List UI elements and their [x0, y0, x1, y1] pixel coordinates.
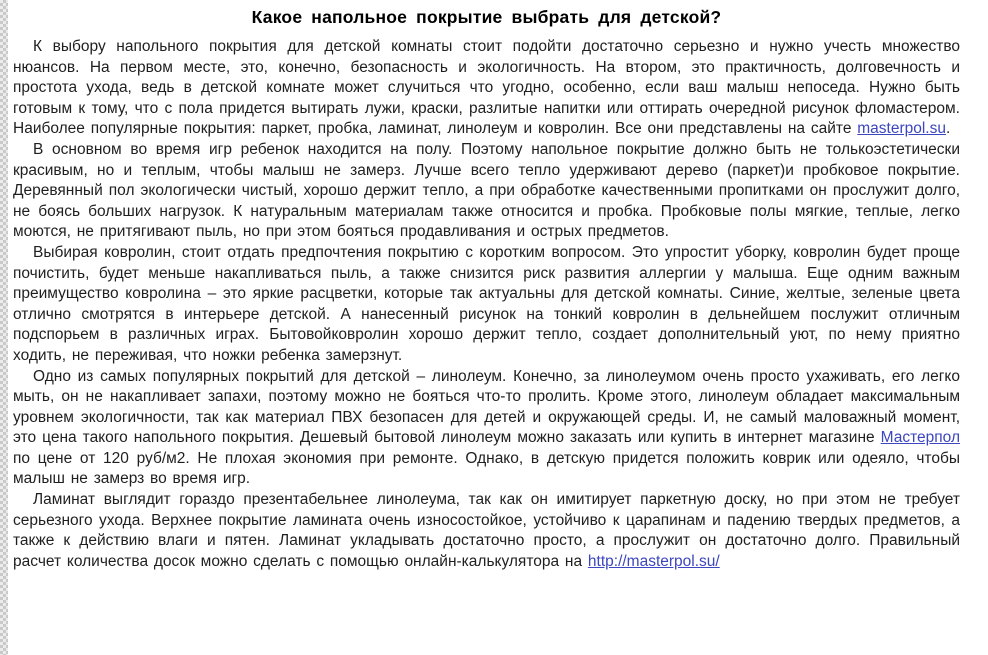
article	[13, 7, 960, 572]
paragraph-intro	[13, 37, 960, 140]
paragraph-text: .	[945, 120, 951, 138]
article-title: Какое напольное покрытие выбрать для детской?	[251, 7, 722, 27]
paragraph-text: Выбирая ковролин, стоит отдать предпочтения покрытию с коротким вопросом. Это упростит уборку, ковролин будет проще почистить, будет меньше накапливаться пыль, а также снизится риск развития аллергии у малыша. Еще одним важным преимущество ковролина – это яркие расцветки, которые так актуальны для детской комнаты. Синие, желтые, зеленые цвета отлично смотрятся в интерьере детской. А нанесенный рисунок на тонкий ковролин в дельнейшем послужит отличным подспорьем в различных играх. Бытовойковролин хорошо держит тепло, создает дополнительный уют, по нему приятно ходить, не переживая, что ножки ребенка замерзнут.	[13, 243, 960, 364]
masterpol-store-link[interactable]: Мастерпол	[880, 429, 960, 447]
paragraph-laminate	[13, 490, 960, 572]
left-edge-texture	[0, 0, 8, 655]
paragraph-text: Ламинат выглядит гораздо презентабельнее линолеума, так как он имитирует паркетную доску, но при этом не требует серьезного ухода. Верхнее покрытие ламината очень износостойкое, устойчиво к царапинам и падению твердых предметов, а также к действию влаги и пятен. Ламинат укладывать достаточно просто, а прослужит он достаточно долго. Правильный расчет количества досок можно сделать с помощью онлайн-калькулятора на	[13, 491, 960, 570]
paragraph-text: В основном во время игр ребенок находится на полу. Поэтому напольное покрытие должно быть не толькоэстетически красивым, но и теплым, чтобы малыш не замерз. Лучше всего тепло удерживают дерево (паркет)и пробковое покрытие. Деревянный пол экологически чистый, хорошо держит тепло, а при обработке качественными пропитками он прослужит долго, не боясь больших нагрузок. К натуральным материалам также относится и пробка. Пробковые полы мягкие, теплые, легко моются, не притягивают пыль, но при этом бояться продавливания и острых предметов.	[13, 140, 960, 241]
paragraph-carpet	[13, 243, 960, 367]
paragraph-text: К выбору напольного покрытия для детской комнаты стоит подойти достаточно серьезно и нужно учесть множество нюансов. На первом месте, это, конечно, безопасность и экологичность. На втором, это практичность, долговечность и простота ухода, ведь в детской комнате может случиться что угодно, особенно, если ваш малыш непоседа. Нужно быть готовым к тому, что с пола придется вытирать лужи, краски, разлитые напитки или оттирать очередной рисунок фломастером. Наиболее популярные покрытия: паркет, пробка, ламинат, линолеум и ковролин. Все они представлены на сайте	[13, 38, 960, 138]
masterpol-su-link[interactable]: masterpol.su	[857, 120, 946, 138]
paragraph-text: Одно из самых популярных покрытий для детской – линолеум. Конечно, за линолеумом очень просто ухаживать, его легко мыть, он не накапливает запахи, поэтому можно не бояться что-то пролить. Кроме этого, линолеум обладает максимальным уровнем экологичности, так как материал ПВХ безопасен для детей и окружающей среды. И, не самый маловажный момент, это цена такого напольного покрытия. Дешевый бытовой линолеум можно заказать или купить в интернет магазине	[13, 367, 960, 447]
paragraph-wood-cork	[13, 140, 960, 243]
masterpol-url-link[interactable]: http://masterpol.su/	[587, 552, 720, 570]
paragraph-linoleum	[13, 367, 960, 491]
paragraph-text: по цене от 120 руб/м2. Не плохая экономия при ремонте. Однако, в детскую придется положить коврик или одеяло, чтобы малыш не замерз во время игр.	[13, 449, 960, 488]
